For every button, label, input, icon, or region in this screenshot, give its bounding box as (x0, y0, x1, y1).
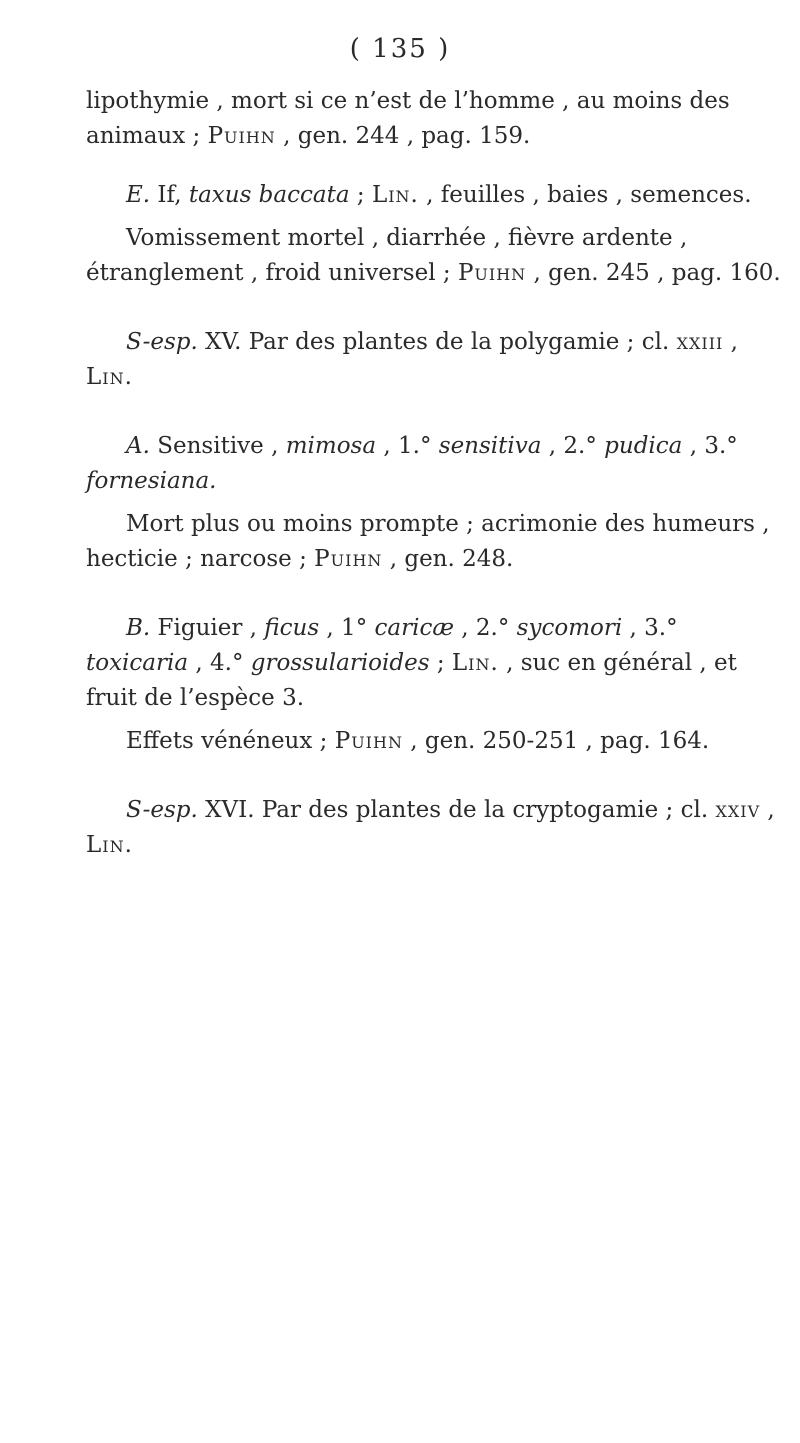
reference: , gen. 244 , pag. 159. (275, 123, 531, 149)
paragraph-text: XV. Par des plantes de la polygamie ; cl. (197, 329, 677, 355)
paragraph-text: , suc en général , et fruit de l’espèce 3. (86, 650, 737, 711)
paragraph-text: , 1.° (376, 433, 439, 459)
author-lin: Lin. (86, 364, 133, 390)
latin-name: sycomori (516, 615, 623, 641)
paragraph-text: lipothymie , mort si ce n’est de l’homme , au moins des animaux ; (86, 88, 730, 149)
latin-name: taxus baccata (188, 182, 350, 208)
paragraph-text: , 2.° (453, 615, 517, 641)
entry-letter: E. (126, 182, 151, 208)
class-number: xxiv (715, 797, 761, 823)
reference: , gen. 250-251 , pag. 164. (402, 728, 710, 754)
separator: ; (349, 182, 372, 208)
section-label: S-esp. (126, 329, 198, 355)
paragraph-text: Sensitive , (149, 433, 286, 459)
entry-letter: A. (126, 433, 150, 459)
paragraph-text: Effets vénéneux ; (126, 728, 335, 754)
latin-name: mimosa (285, 433, 377, 459)
reference: , gen. 248. (382, 546, 514, 572)
paragraph-text: , 3.° (682, 433, 738, 459)
paragraph-lipothymie (86, 84, 786, 154)
reference: , gen. 245 , pag. 160. (526, 260, 781, 286)
separator: , (760, 797, 775, 823)
paragraph-if (86, 178, 786, 213)
class-number: xxiii (676, 329, 724, 355)
author-lin: Lin. (86, 832, 133, 858)
latin-name: ficus (264, 615, 320, 641)
latin-name: grossularioides (250, 650, 430, 676)
paragraph-text: , feuilles , baies , semences. (418, 182, 752, 208)
author-lin: Lin. (451, 650, 499, 676)
paragraph-text: , 1° (319, 615, 375, 641)
paragraph-sous-espece-xvi (86, 793, 786, 863)
plant-name: If, (150, 182, 189, 208)
paragraph-mort (86, 507, 786, 577)
paragraph-sous-espece-xv (86, 325, 786, 395)
latin-name: toxicaria (86, 650, 189, 676)
paragraph-text: Mort plus ou moins prompte ; acrimonie des humeurs , hecticie ; narcose ; (86, 511, 770, 572)
separator: , (723, 329, 738, 355)
paragraph-vomissement (86, 221, 786, 291)
paragraph-sensitive (86, 429, 786, 499)
latin-name: caricæ (374, 615, 454, 641)
paragraph-figuier (86, 611, 786, 716)
latin-name: fornesiana. (86, 468, 217, 494)
author-puihn: Puihn (457, 260, 527, 286)
paragraph-text: , 4.° (188, 650, 251, 676)
author-lin: Lin. (371, 182, 419, 208)
latin-name: pudica (604, 433, 683, 459)
separator: ; (429, 650, 452, 676)
paragraph-text: , 3.° (622, 615, 678, 641)
paragraph-effets (86, 724, 786, 759)
paragraph-text: Figuier , (150, 615, 265, 641)
latin-name: sensitiva (438, 433, 542, 459)
paragraph-text: Vomissement mortel , diarrhée , fièvre ardente , étranglement , froid universel ; (86, 225, 688, 286)
page-text (86, 84, 786, 887)
page-number: ( 135 ) (349, 34, 451, 64)
section-label: S-esp. (126, 797, 198, 823)
entry-letter: B. (126, 615, 151, 641)
author-puihn: Puihn (314, 546, 383, 572)
author-puihn: Puihn (334, 728, 403, 754)
paragraph-text: , 2.° (541, 433, 605, 459)
paragraph-text: XVI. Par des plantes de la cryptogamie ; cl. (197, 797, 716, 823)
author-puihn: Puihn (207, 123, 276, 149)
